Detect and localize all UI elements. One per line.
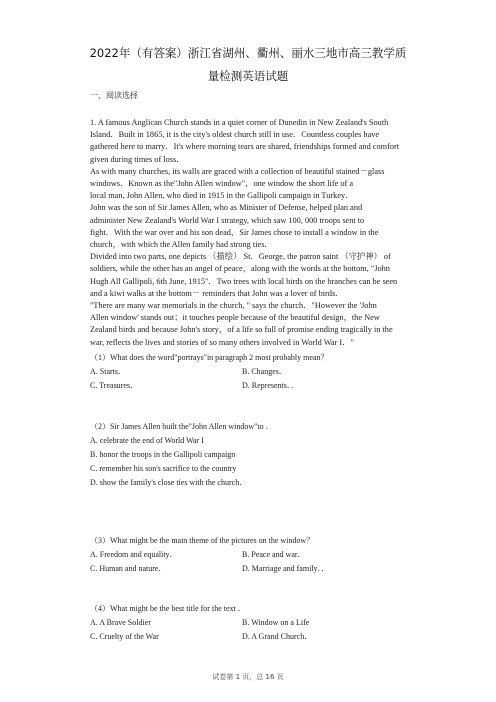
option-b[interactable]: B. Changes． <box>242 367 287 376</box>
passage-line: As with many churches, its walls are graced with a collection of beautiful stained－glass <box>90 166 385 176</box>
question-text: （4）What might be the best title for the text ． <box>90 604 246 613</box>
exam-title-line2: 量检测英语试题 <box>207 69 289 83</box>
question-1 <box>90 350 420 393</box>
passage-line: Island．Built in 1865, it is the city's oldest church still in use．Countless couples have <box>90 130 380 140</box>
question-2 <box>90 419 420 490</box>
option-a[interactable]: A. Starts． <box>90 367 126 376</box>
passage-line: "There are many war memorials in the church, " says the church．"However the 'John <box>90 301 377 311</box>
passage-line: windows．Known as the"John Allen window"，one window the short life of a <box>90 179 354 189</box>
page-footer: 试卷第 1 页，总 16 页 <box>212 673 284 681</box>
passage-line: Hugh All Gallipoli, 6th June, 1915"．Two trees with local birds on the branches can be seen <box>90 276 398 286</box>
option-b[interactable]: B. honor the troops in the Gallipoli campaign <box>90 450 236 459</box>
option-c[interactable]: C. Cruelty of the War <box>90 632 159 641</box>
passage-line: fight．With the war over and his son dead，Sir James chose to install a window in the <box>90 227 379 237</box>
passage-line: local man, John Allen, who died in 1915 in the Gallipoli campaign in Turkey． <box>90 191 354 201</box>
question-text: （1）What does the word"portrays"in paragraph 2 most probably mean？ <box>90 353 329 362</box>
passage-line: and a kiwi walks at the bottom－ reminders that John was a lover of birds． <box>90 288 344 298</box>
option-b[interactable]: B. Peace and war． <box>242 550 306 559</box>
question-text: （2）Sir James Allen built the"John Allen window"to ． <box>90 422 274 431</box>
passage-line: administer New Zealand's World War I strategy, which saw 100, 000 troops sent to <box>90 215 365 225</box>
passage-line: war, reflects the lives and stories of so many others involved in World War I．" <box>90 337 354 347</box>
question-4 <box>90 601 420 644</box>
passage-line: Divided into two parts, one depicts （描绘） St．George, the patron saint （守护神） of <box>90 252 391 262</box>
passage-line: Allen window' stands out；it touches people because of the beautiful design，the New <box>90 313 380 323</box>
option-c[interactable]: C. Treasures． <box>90 381 139 390</box>
option-a[interactable]: A. A Brave Soldier <box>90 618 151 627</box>
reading-passage <box>90 117 420 349</box>
option-d[interactable]: D. A Grand Church． <box>242 632 313 641</box>
question-text: （3）What might be the main theme of the pictures on the window？ <box>90 536 315 545</box>
passage-line: Zealand birds and because John's story，of a life so full of promise ending tragically in the <box>90 325 393 335</box>
passage-line: given during times of loss． <box>90 154 185 164</box>
option-b[interactable]: B. Window on a Life <box>242 618 310 627</box>
passage-line: gathered here to marry．It's where morning tears are shared, friendships formed and comfort <box>90 142 400 152</box>
passage-line: church，with which the Allen family had strong ties． <box>90 240 273 250</box>
passage-line: 1. A famous Anglican Church stands in a quiet corner of Dunedin in New Zealand's South <box>90 118 389 127</box>
option-c[interactable]: C. remember his son's sacrifice to the country <box>90 464 237 473</box>
option-d[interactable]: D. show the family's close ties with the church． <box>90 478 248 487</box>
option-d[interactable]: D. Represents．． <box>242 381 299 390</box>
passage-line: soldiers, while the other has an angel of peace，along with the words at the bottom, "John <box>90 264 390 274</box>
option-d[interactable]: D. Marriage and family．． <box>242 564 330 573</box>
section-heading: 一、阅读选择 <box>90 91 138 100</box>
option-c[interactable]: C. Human and nature． <box>90 564 167 573</box>
option-a[interactable]: A. celebrate the end of World War I <box>90 436 204 445</box>
exam-title-line1: 2022年（有答案）浙江省湖州、衢州、丽水三地市高三教学质 <box>89 46 407 60</box>
question-3 <box>90 533 420 576</box>
option-a[interactable]: A. Freedom and equality． <box>90 550 178 559</box>
passage-line: John was the son of Sir James Allen, who as Minister of Defense, helped plan and <box>90 203 363 213</box>
